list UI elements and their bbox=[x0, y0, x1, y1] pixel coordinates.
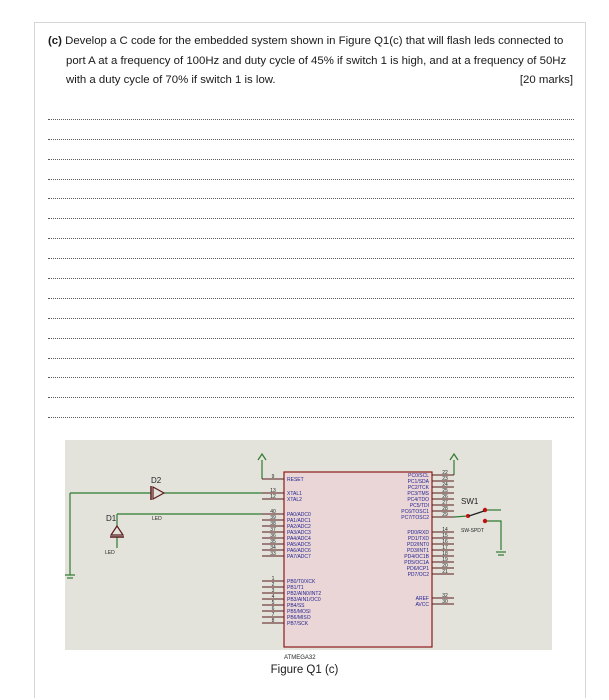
pin-number: 38 bbox=[270, 521, 276, 527]
pin-name: PC5/TDI bbox=[409, 503, 429, 509]
pin-name: PC4/TDO bbox=[407, 497, 429, 503]
pin-name: AREF bbox=[415, 596, 429, 602]
pin-number: 15 bbox=[442, 533, 448, 539]
pin-number: 33 bbox=[270, 551, 276, 557]
question-text-1: Develop a C code for the embedded system shown in Figure Q1(c) that will flash leds connected to bbox=[65, 35, 564, 47]
pin-number: 34 bbox=[270, 545, 276, 551]
question-block bbox=[48, 32, 573, 91]
pin-name: PC0/SCL bbox=[408, 473, 429, 479]
pin-name: PD2/INT0 bbox=[407, 542, 429, 548]
question-text-3: with a duty cycle of 70% if switch 1 is low. bbox=[66, 74, 276, 86]
pin-number: 40 bbox=[270, 509, 276, 515]
pin-number: 1 bbox=[271, 576, 275, 582]
pin-number: 39 bbox=[270, 515, 276, 521]
pin-number: 9 bbox=[271, 474, 275, 480]
question-line-3 bbox=[48, 71, 573, 91]
pin-number: 26 bbox=[442, 494, 448, 500]
pin-number: 30 bbox=[442, 599, 448, 605]
answer-line bbox=[48, 160, 574, 180]
sw1-contact-bottom bbox=[483, 519, 487, 523]
led-d1 bbox=[105, 514, 124, 556]
schematic-diagram bbox=[65, 440, 552, 661]
answer-line bbox=[48, 239, 574, 259]
pin-name: PC3/TMS bbox=[407, 491, 429, 497]
pin-name: PA7/ADC7 bbox=[287, 554, 311, 560]
pin-name: PC7/TOSC2 bbox=[401, 515, 429, 521]
pin-name: PA2/ADC2 bbox=[287, 524, 311, 530]
pin-number: 3 bbox=[271, 588, 275, 594]
pin-number: 5 bbox=[271, 600, 275, 606]
pin-number: 12 bbox=[270, 494, 276, 500]
d1-triangle bbox=[111, 526, 123, 535]
pin-number: 24 bbox=[442, 482, 448, 488]
d2-type: LED bbox=[152, 516, 162, 522]
chip-name: ATMEGA32 bbox=[284, 655, 316, 661]
pin-name: PB4/SS bbox=[287, 603, 305, 609]
pin-name: PB3/AIN1/OC0 bbox=[287, 597, 321, 603]
pin-number: 35 bbox=[270, 539, 276, 545]
pin-name: PB6/MISO bbox=[287, 615, 311, 621]
pin-number: 19 bbox=[442, 557, 448, 563]
question-label: (c) bbox=[48, 35, 62, 47]
pin-number: 16 bbox=[442, 539, 448, 545]
answer-line bbox=[48, 219, 574, 239]
answer-line bbox=[48, 199, 574, 219]
pin-name: PB2/AIN0/INT2 bbox=[287, 591, 322, 597]
answer-lines bbox=[48, 100, 574, 418]
pin-name: XTAL2 bbox=[287, 497, 302, 503]
pin-name: PD6/ICP1 bbox=[406, 566, 429, 572]
answer-line bbox=[48, 259, 574, 279]
pin-number: 8 bbox=[271, 618, 275, 624]
pin-number: 22 bbox=[442, 470, 448, 476]
d2-triangle bbox=[153, 487, 164, 499]
pin-number: 2 bbox=[271, 582, 275, 588]
wire bbox=[454, 516, 468, 517]
power-arrow bbox=[258, 454, 266, 460]
pin-name: PD3/INT1 bbox=[407, 548, 429, 554]
pin-name: AVCC bbox=[415, 602, 429, 608]
figure-caption: Figure Q1 (c) bbox=[270, 664, 339, 676]
pin-name: PB7/SCK bbox=[287, 621, 309, 627]
pin-number: 18 bbox=[442, 551, 448, 557]
pin-name: PA5/ADC5 bbox=[287, 542, 311, 548]
answer-line bbox=[48, 279, 574, 299]
pin-name: PB5/MOSI bbox=[287, 609, 311, 615]
wire bbox=[485, 521, 501, 550]
question-line-2: port A at a frequency of 100Hz and duty cycle of 45% if switch 1 is high, and at a frequency of 50Hz bbox=[66, 54, 567, 67]
marks-label: [20 marks] bbox=[519, 74, 573, 86]
answer-line bbox=[48, 339, 574, 359]
pin-number: 20 bbox=[442, 563, 448, 569]
pin-number: 25 bbox=[442, 488, 448, 494]
pin-name: PA3/ADC3 bbox=[287, 530, 311, 536]
pin-name: RESET bbox=[287, 477, 304, 483]
pin-name: PD4/OC1B bbox=[404, 554, 429, 560]
pin-number: 21 bbox=[442, 569, 448, 575]
schematic-figure bbox=[65, 440, 552, 661]
pin-number: 23 bbox=[442, 476, 448, 482]
pin-name: PA1/ADC1 bbox=[287, 518, 311, 524]
answer-line bbox=[48, 299, 574, 319]
question-line-1 bbox=[48, 32, 573, 52]
pin-number: 17 bbox=[442, 545, 448, 551]
answer-line bbox=[48, 180, 574, 200]
switch-sw1 bbox=[461, 497, 487, 534]
pin-name: PA4/ADC4 bbox=[287, 536, 311, 542]
answer-line bbox=[48, 100, 574, 120]
pin-name: PB0/T0/XCK bbox=[287, 579, 316, 585]
pin-name: PC1/SDA bbox=[407, 479, 429, 485]
pin-number: 36 bbox=[270, 533, 276, 539]
pin-name: PC6/TOSC1 bbox=[401, 509, 429, 515]
answer-line bbox=[48, 319, 574, 339]
pin-number: 28 bbox=[442, 506, 448, 512]
pin-name: PC2/TCK bbox=[407, 485, 429, 491]
d1-name: D1 bbox=[106, 514, 117, 523]
answer-line bbox=[48, 359, 574, 379]
answer-line bbox=[48, 120, 574, 140]
pin-number: 14 bbox=[442, 527, 448, 533]
answer-line bbox=[48, 140, 574, 160]
led-d2 bbox=[151, 476, 164, 522]
pin-name: PA6/ADC6 bbox=[287, 548, 311, 554]
pin-name: PD0/RXD bbox=[407, 530, 429, 536]
sw1-name: SW1 bbox=[461, 497, 479, 506]
sw1-lever bbox=[469, 511, 484, 516]
pin-name: PD5/OC1A bbox=[404, 560, 429, 566]
answer-line bbox=[48, 378, 574, 398]
pin-number: 27 bbox=[442, 500, 448, 506]
power-arrow bbox=[450, 454, 458, 460]
pin-name: PB1/T1 bbox=[287, 585, 304, 591]
pin-name: XTAL1 bbox=[287, 491, 302, 497]
pin-number: 32 bbox=[442, 593, 448, 599]
pin-name: PD1/TXD bbox=[407, 536, 429, 542]
answer-line bbox=[48, 398, 574, 418]
pin-number: 6 bbox=[271, 606, 275, 612]
pin-number: 4 bbox=[271, 594, 275, 600]
d2-name: D2 bbox=[151, 476, 162, 485]
pin-number: 29 bbox=[442, 512, 448, 518]
sw1-type: SW-SPDT bbox=[461, 528, 484, 534]
pin-number: 7 bbox=[271, 612, 275, 618]
pin-name: PD7/OC2 bbox=[407, 572, 429, 578]
d1-type: LED bbox=[105, 550, 115, 556]
pin-name: PA0/ADC0 bbox=[287, 512, 311, 518]
pin-number: 37 bbox=[270, 527, 276, 533]
pin-number: 13 bbox=[270, 488, 276, 494]
